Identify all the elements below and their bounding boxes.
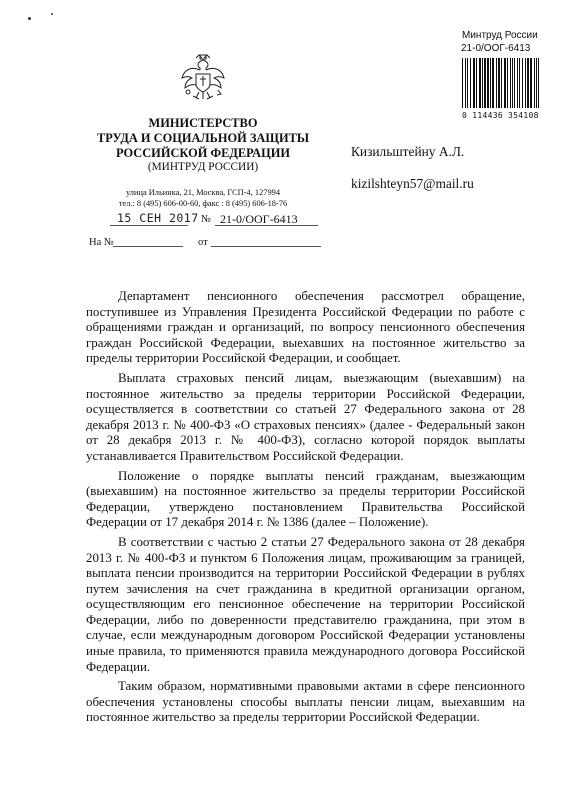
barcode-bar <box>490 58 491 108</box>
barcode-bar <box>538 58 539 108</box>
barcode-bar <box>514 58 515 108</box>
barcode-bar <box>530 58 532 108</box>
barcode-bar <box>462 58 463 108</box>
barcode-number: 0 114436 354108 <box>462 111 539 120</box>
ministry-name-line2: ТРУДА И СОЦИАЛЬНОЙ ЗАЩИТЫ <box>96 131 310 145</box>
barcode-bar <box>482 58 483 108</box>
barcode-bar <box>498 58 500 108</box>
ministry-short-name: (МИНТРУД РОССИИ) <box>147 161 259 173</box>
barcode-bar <box>492 58 494 108</box>
date-underline <box>110 225 188 226</box>
barcode-bar <box>507 58 508 108</box>
recipient-email: kizilshteyn57@mail.ru <box>351 176 474 191</box>
barcode-bar <box>525 58 526 108</box>
barcode-bar <box>501 58 502 108</box>
barcode-bar <box>473 58 475 108</box>
barcode-bar <box>467 58 468 108</box>
letter-body <box>86 289 525 730</box>
reference-date-label: от <box>198 237 208 248</box>
recipient-name: Кизильштейну А.Л. <box>351 144 465 159</box>
body-paragraph: Выплата страховых пенсий лицам, выезжающим (выехавшим) на постоянное жительство за пределы территории Российской Федерации, осуществляется в соответствии со статьей 27 Федерального закона от 28 декабря 2013 г. № 400-ФЗ «О страховых пенсиях» (далее - Федеральный закон от 28 декабря 2013 г. № 400-ФЗ), согласно которой порядок выплаты устанавливается Правительством Российской Федерации. <box>86 370 525 463</box>
barcode-bar <box>476 58 477 108</box>
barcode-bar <box>536 58 537 108</box>
barcode-bar <box>484 58 486 108</box>
ministry-name-line1: МИНИСТЕРСТВО <box>148 116 258 130</box>
barcode-bar <box>479 58 481 108</box>
ministry-name-line3: РОССИЙСКОЙ ФЕДЕРАЦИИ <box>116 146 290 160</box>
body-paragraph: В соответствии с частью 2 статьи 27 Федерального закона от 28 декабря 2013 г. № 400-ФЗ и пунктом 6 Положения лицам, проживающим за границей, выплата пенсии производится на территории Российской Федерации в рублях путем зачисления на счет гражданина в кредитной организации органом, осуществляющим его пенсионное обеспечение на территории Российской Федерации, либо по доверенности представителю гражданина, при этом в случае, если международным договором Российской Федерации установлены иные правила, то применяются правила международного договора Российской Федерации. <box>86 534 525 674</box>
body-paragraph: Департамент пенсионного обеспечения рассмотрел обращение, поступившее из Управления Президента Российской Федерации по работе с обращениями граждан и организаций, по вопросу пенсионного обеспечения граждан Российской Федерации, выехавших на постоянное жительство за пределы территории Российской Федерации, и сообщает. <box>86 289 525 366</box>
reference-number-line <box>113 246 183 247</box>
barcode-bar <box>496 58 497 108</box>
number-underline <box>215 225 318 226</box>
barcode <box>462 58 539 108</box>
barcode-bar <box>465 58 466 108</box>
ministry-phone-fax: тел.: 8 (495) 606-00-60, факс : 8 (495) 606-18-76 <box>118 199 288 208</box>
number-label: № <box>201 214 212 225</box>
barcode-bar <box>512 58 513 108</box>
barcode-bar <box>487 58 489 108</box>
barcode-bar <box>519 58 520 108</box>
barcode-bar <box>470 58 471 108</box>
body-paragraph: Положение о порядке выплаты пенсий гражданам, выезжающим (выехавшим) на постоянное жительство за пределы территории Российской Федерации, утверждено постановлением Правительства Российской Федерации от 17 декабря 2014 г. № 1386 (далее – Положение). <box>86 468 525 530</box>
reference-number-label: На № <box>89 237 114 248</box>
barcode-bar <box>504 58 506 108</box>
barcode-bar <box>534 58 535 108</box>
stamp-registration-number: 21-0/ООГ-6413 <box>461 43 531 54</box>
stamp-organization: Минтруд России <box>462 30 538 41</box>
ministry-address: улица Ильинка, 21, Москва, ГСП-4, 127994 <box>125 188 281 197</box>
barcode-bar <box>510 58 511 108</box>
scan-speck <box>51 13 53 15</box>
body-paragraph: Таким образом, нормативными правовыми актами в сфере пенсионного обеспечения установлены способы выплаты пенсии лицам, выехавшим на постоянное жительство за пределы территории Российской Федерации. <box>86 679 525 725</box>
barcode-bar <box>522 58 523 108</box>
barcode-bar <box>517 58 518 108</box>
russian-coat-of-arms-icon <box>179 52 227 104</box>
reference-date-line <box>211 246 321 247</box>
letter-date: 15 СЕН 2017 <box>117 211 199 225</box>
scan-speck <box>28 17 31 20</box>
barcode-bar <box>527 58 529 108</box>
letter-number: 21-0/ООГ-6413 <box>220 212 298 226</box>
